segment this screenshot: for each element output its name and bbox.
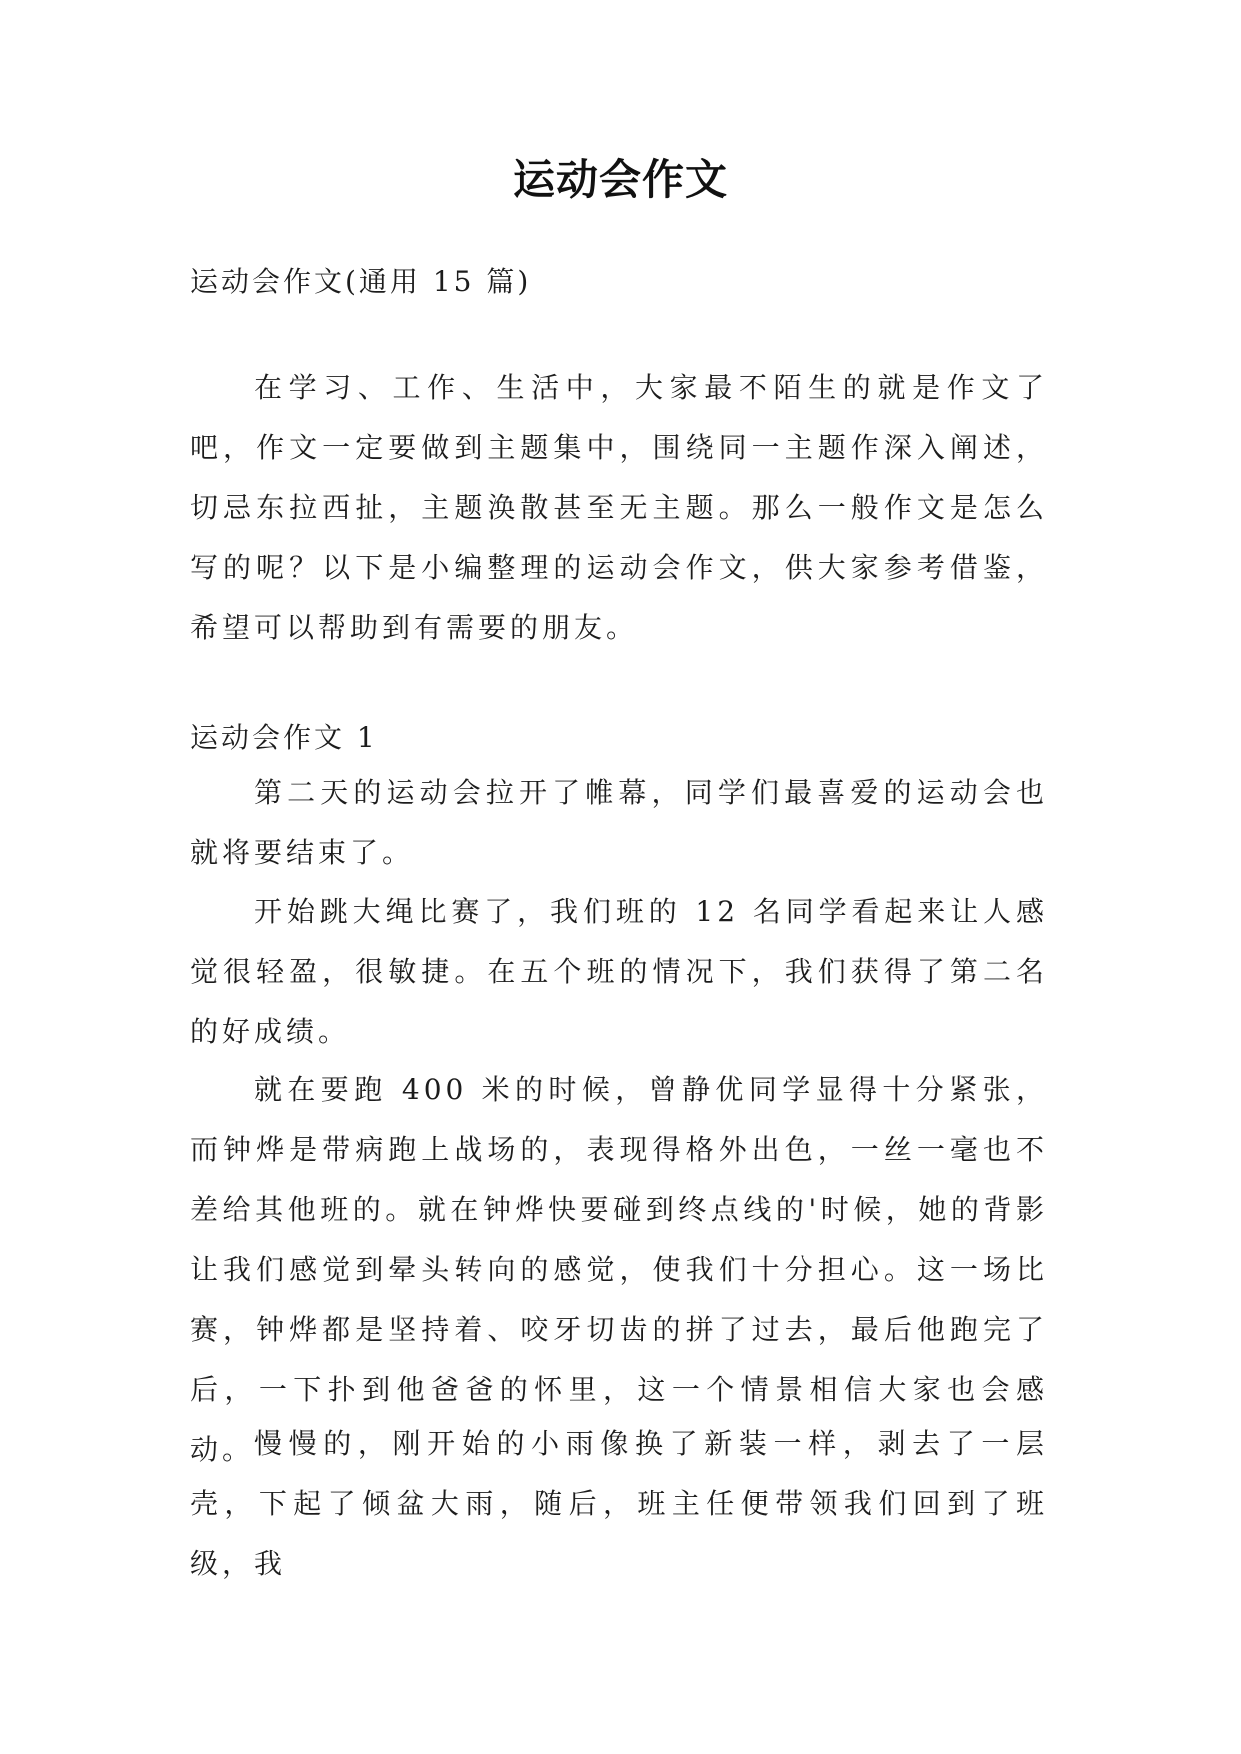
section-heading-1: 运动会作文 1 [190,721,378,754]
intro-paragraph: 在学习、工作、生活中，大家最不陌生的就是作文了吧，作文一定要做到主题集中，围绕同一主题作深入阐述，切忌东拉西扯，主题涣散甚至无主题。那么一般作文是怎么写的呢？以下是小编整理的运动会作文，供大家参考借鉴，希望可以帮助到有需要的朋友。 [190,371,1048,644]
document-title: 运动会作文 [512,155,728,204]
document-subtitle: 运动会作文(通用 15 篇) [190,265,532,298]
body-paragraph-3: 就在要跑 400 米的时候，曾静优同学显得十分紧张，而钟烨是带病跑上战场的，表现得格外出色，一丝一毫也不差给其他班的。就在钟烨快要碰到终点线的'时候，她的背影让我们感觉到晕头转向的感觉，使我们十分担心。这一场比赛，钟烨都是坚持着、咬牙切齿的拼了过去，最后他跑完了后，一下扑到他爸爸的怀里，这一个情景相信大家也会感动。 [190,1073,1048,1466]
body-paragraph-4: 慢慢的，刚开始的小雨像换了新装一样，剥去了一层壳，下起了倾盆大雨，随后，班主任便带领我们回到了班级，我 [190,1427,1048,1580]
body-paragraph-2: 开始跳大绳比赛了，我们班的 12 名同学看起来让人感觉很轻盈，很敏捷。在五个班的情况下，我们获得了第二名的好成绩。 [190,895,1048,1048]
body-paragraph-1: 第二天的运动会拉开了帷幕，同学们最喜爱的运动会也就将要结束了。 [190,776,1048,869]
